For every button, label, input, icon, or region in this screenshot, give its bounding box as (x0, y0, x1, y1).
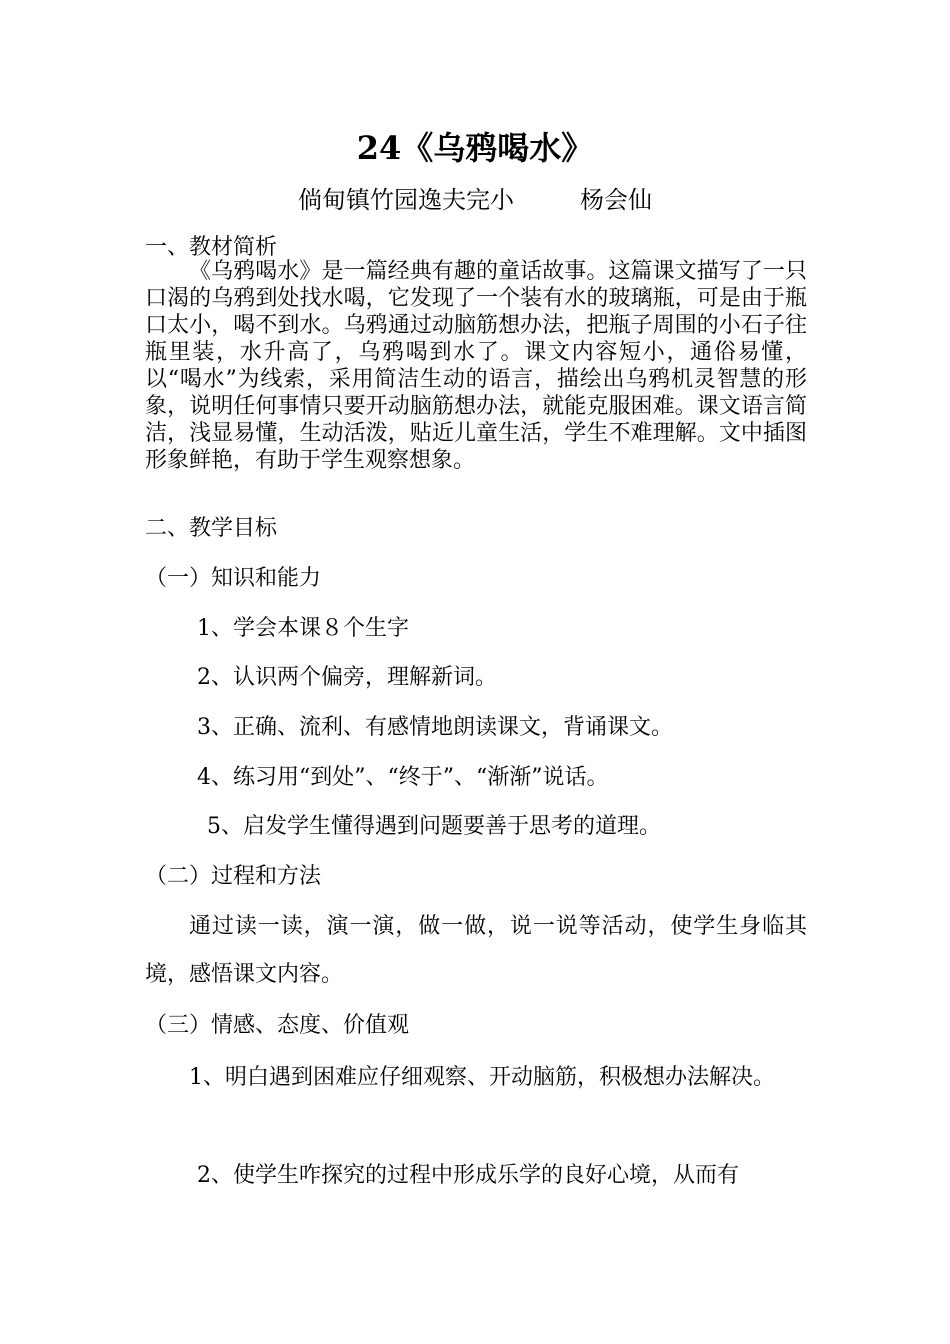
author-name: 杨会仙 (580, 186, 652, 214)
goal-item-1: 1、学会本课８个生字 (197, 616, 409, 641)
emotion-values-item-1: 1、明白遇到困难应仔细观察、开动脑筋，积极想办法解决。 (189, 1065, 775, 1090)
author-byline (0, 180, 950, 220)
section-heading-teaching-goals: 二、教学目标 (145, 516, 278, 541)
goal-item-2: 2、认识两个偏旁，理解新词。 (197, 665, 497, 690)
school-name: 倘甸镇竹园逸夫完小 (298, 186, 514, 214)
goal-item-5: 5、启发学生懂得遇到问题要善于思考的道理。 (207, 814, 661, 839)
goal-item-4: 4、练习用“到处”、“终于”、“渐渐”说话。 (197, 765, 609, 790)
goal-item-3: 3、正确、流利、有感情地朗读课文，背诵课文。 (197, 715, 673, 740)
textbook-analysis-paragraph: 《乌鸦喝水》是一篇经典有趣的童话故事。这篇课文描写了一只口渴的乌鸦到处找水喝，它发现了一个装有水的玻璃瓶，可是由于瓶口太小，喝不到水。乌鸦通过动脑筋想办法，把瓶子周围的小石子往瓶里装，水升高了，乌鸦喝到水了。课文内容短小，通俗易懂，以“喝水”为线索，采用简洁生动的语言，描绘出乌鸦机灵智慧的形象，说明任何事情只要开动脑筋想办法，就能克服困难。课文语言简洁，浅显易懂，生动活泼，贴近儿童生活，学生不难理解。文中插图形象鲜艳，有助于学生观察想象。 (145, 259, 807, 473)
emotion-values-item-2: 2、使学生咋探究的过程中形成乐学的良好心境，从而有 (197, 1163, 739, 1188)
process-method-paragraph: 通过读一读，演一演，做一做，说一说等活动，使学生身临其境，感悟课文内容。 (145, 914, 807, 987)
subsection-heading-knowledge-ability: （一）知识和能力 (145, 566, 322, 591)
section-heading-textbook-analysis: 一、教材简析 (145, 235, 278, 260)
document-title: 24《乌鸦喝水》 (356, 129, 594, 167)
subsection-heading-emotion-values: （三）情感、态度、价值观 (145, 1013, 410, 1038)
subsection-heading-process-method: （二）过程和方法 (145, 864, 322, 889)
